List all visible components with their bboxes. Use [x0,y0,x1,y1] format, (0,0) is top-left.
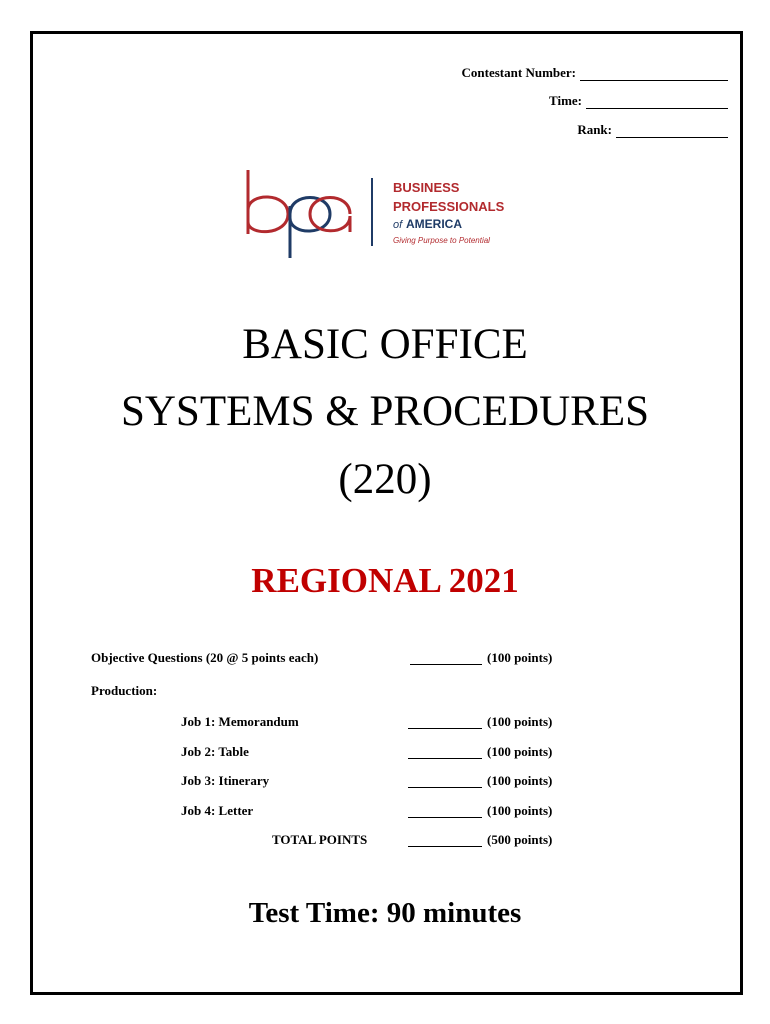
title-line-1: BASIC OFFICE [242,321,528,368]
rank-row [388,109,728,138]
production-label: Production: [91,683,158,698]
job-score-blank[interactable] [408,744,482,759]
logo-b-bowl [248,197,288,232]
logo-business-text: BUSINESS [393,180,460,195]
contestant-number-label: Contestant Number: [461,64,576,80]
logo-professionals-text: PROFESSIONALS [393,199,505,214]
job-score-blank[interactable] [408,714,482,729]
contestant-number-row [388,52,728,81]
logo-america-text: AMERICA [406,217,462,231]
title-line-2: SYSTEMS & PROCEDURES [120,388,650,435]
job-row [0,714,770,732]
rank-label: Rank: [577,121,612,137]
job-points: (100 points) [487,773,553,788]
logo-tagline-text: Giving Purpose to Potential [393,236,490,245]
job-label: Job 4: Letter [181,803,254,818]
objective-points: (100 points) [487,650,553,665]
total-row [0,832,770,850]
total-label: TOTAL POINTS [272,832,368,847]
job-label: Job 1: Memorandum [181,714,299,729]
job-points: (100 points) [487,803,553,818]
objective-score-blank[interactable] [410,650,482,665]
rank-blank[interactable] [616,125,728,138]
time-label: Time: [549,93,582,108]
test-time: Test Time: 90 minutes [248,897,522,929]
job-row [0,773,770,791]
event-code: (220) [338,456,432,503]
contestant-number-blank[interactable] [580,68,728,81]
time-row [388,81,728,110]
regional-heading: REGIONAL 2021 [251,561,519,600]
job-score-blank[interactable] [408,803,482,818]
total-points: (500 points) [487,832,553,847]
objective-label: Objective Questions (20 @ 5 points each) [91,650,319,665]
job-label: Job 3: Itinerary [181,773,270,788]
job-row [0,803,770,821]
time-blank[interactable] [586,96,728,109]
total-score-blank[interactable] [408,832,482,847]
job-points: (100 points) [487,714,553,729]
objective-row [0,650,770,668]
job-row [0,744,770,762]
job-score-blank[interactable] [408,773,482,788]
job-points: (100 points) [487,744,553,759]
bpa-logo [238,166,538,262]
contest-info [388,52,728,138]
job-label: Job 2: Table [181,744,249,759]
logo-of-text: of [393,219,403,231]
